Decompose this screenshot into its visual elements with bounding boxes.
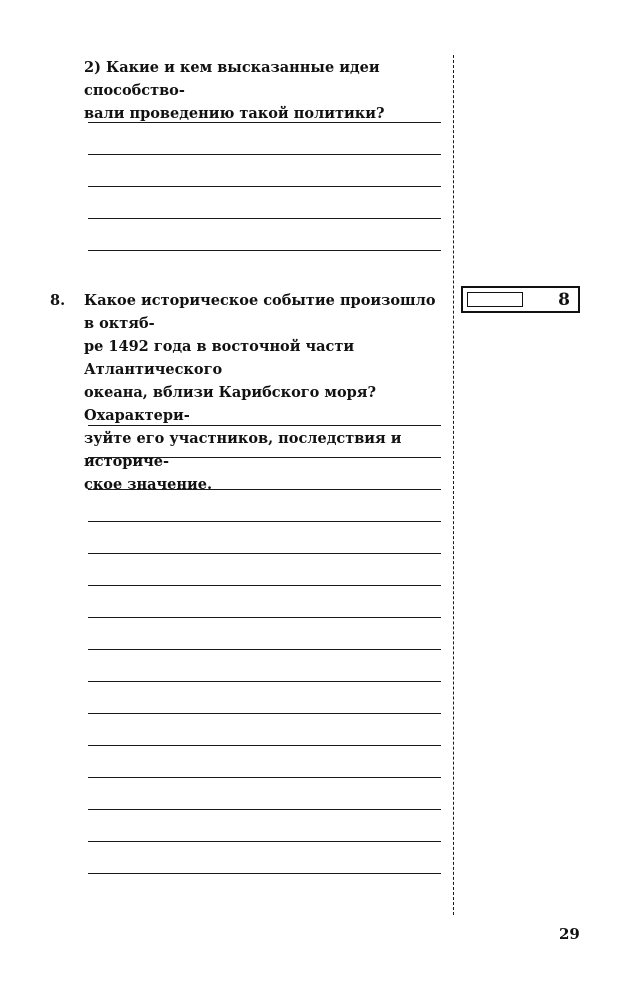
answer-line[interactable] bbox=[88, 585, 441, 586]
answer-line[interactable] bbox=[88, 745, 441, 746]
answer-line[interactable] bbox=[88, 489, 441, 490]
answer-line[interactable] bbox=[88, 154, 441, 155]
question-7-subquestion: 2) Какие и кем высказанные идеи способство- вали проведению такой политики? bbox=[84, 59, 385, 122]
answer-line[interactable] bbox=[88, 186, 441, 187]
margin-divider bbox=[453, 55, 454, 915]
answer-line[interactable] bbox=[88, 873, 441, 874]
answer-line[interactable] bbox=[88, 841, 441, 842]
answer-line[interactable] bbox=[88, 809, 441, 810]
answer-line[interactable] bbox=[88, 553, 441, 554]
question-8-number: 8. bbox=[50, 292, 66, 309]
answer-line[interactable] bbox=[88, 713, 441, 714]
question-8-text: Какое историческое событие произошло в октяб- ре 1492 года в восточной части Атлантического океана, вблизи Карибского моря? Охарактери- зуйте его участников, последствия и историче- ское значение. bbox=[84, 292, 436, 493]
score-max-label: 8 bbox=[558, 290, 570, 310]
score-box bbox=[461, 286, 580, 313]
answer-line[interactable] bbox=[88, 218, 441, 219]
answer-line[interactable] bbox=[88, 649, 441, 650]
answer-line[interactable] bbox=[88, 457, 441, 458]
score-entry-field[interactable] bbox=[467, 292, 523, 307]
answer-line[interactable] bbox=[88, 425, 441, 426]
answer-line[interactable] bbox=[88, 617, 441, 618]
page-number: 29 bbox=[559, 925, 580, 943]
answer-line[interactable] bbox=[88, 777, 441, 778]
answer-line[interactable] bbox=[88, 122, 441, 123]
answer-line[interactable] bbox=[88, 521, 441, 522]
answer-line[interactable] bbox=[88, 250, 441, 251]
answer-line[interactable] bbox=[88, 681, 441, 682]
